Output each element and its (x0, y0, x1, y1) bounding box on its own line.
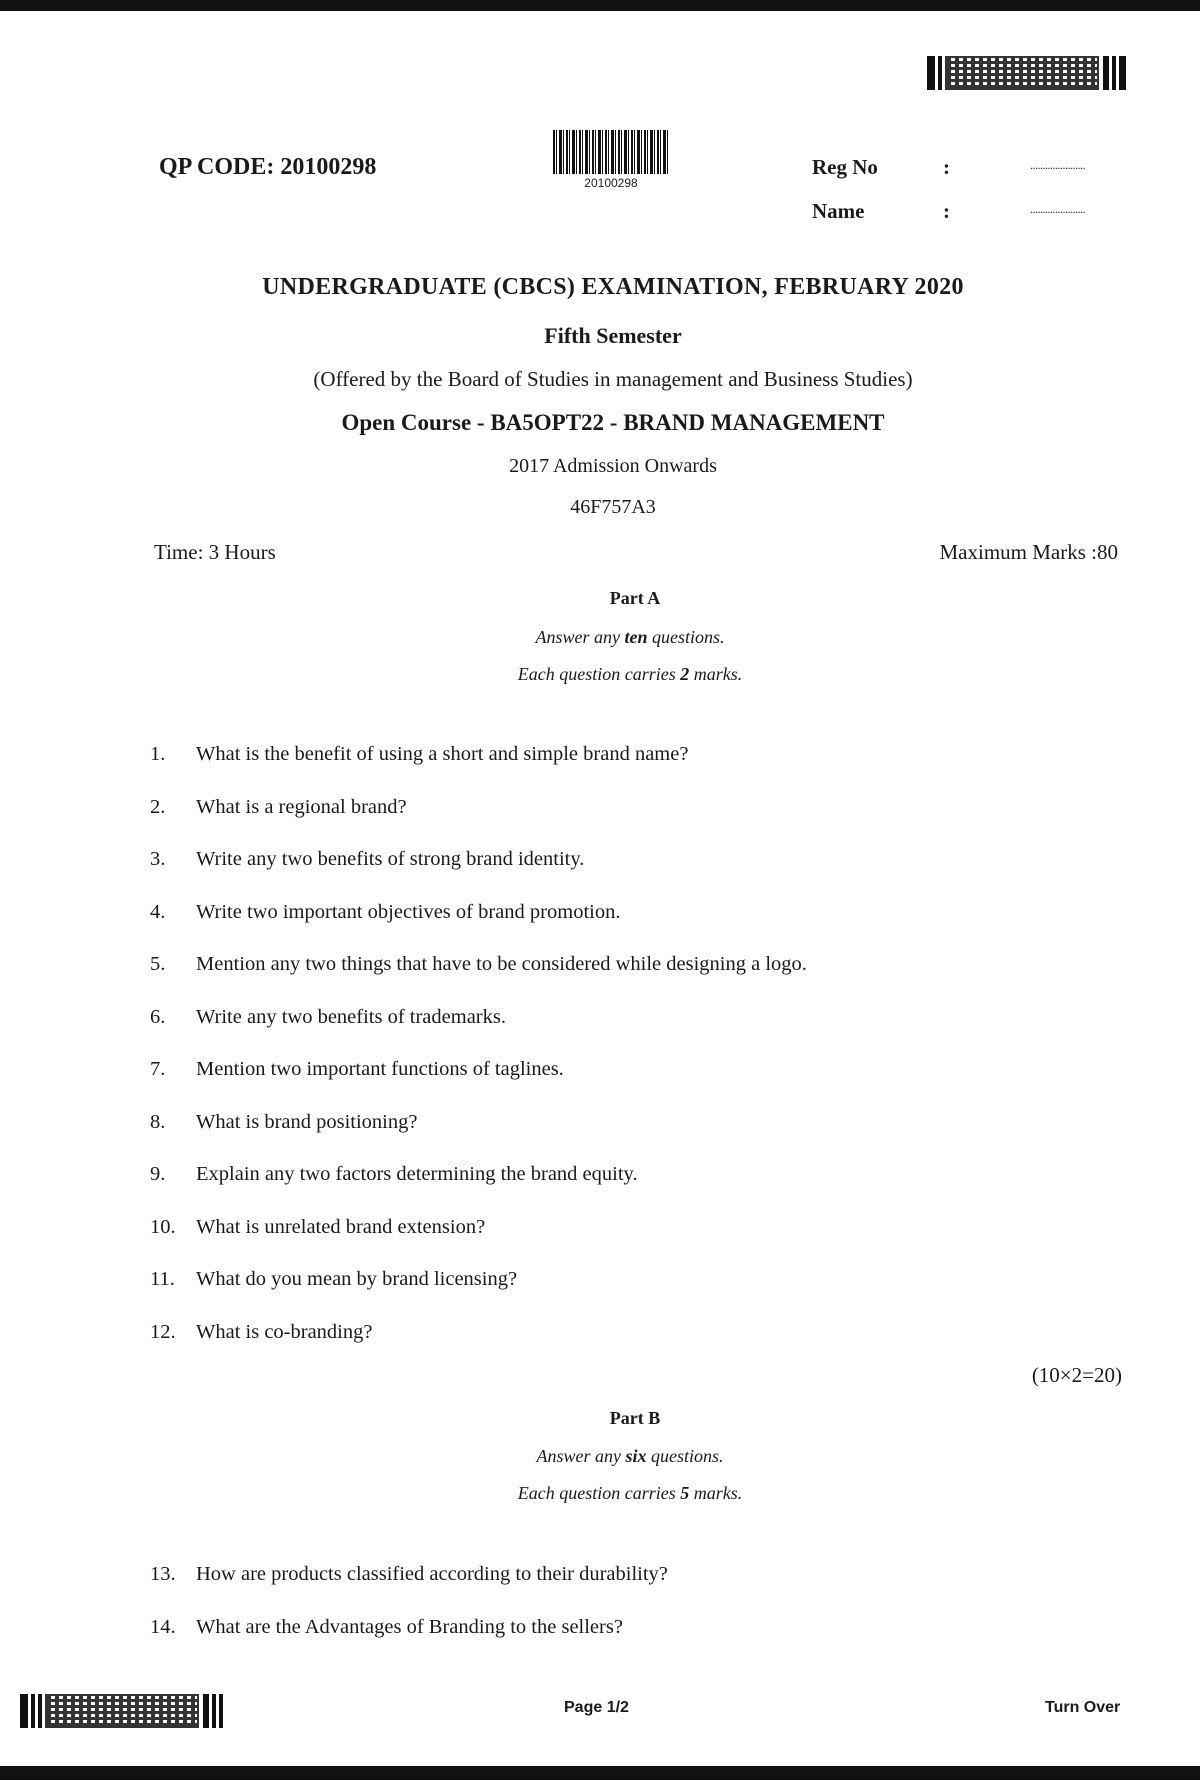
top-border (0, 0, 1200, 11)
admission: 2017 Admission Onwards (509, 455, 717, 477)
name-label: Name (812, 199, 865, 223)
part-b-instruction-1: Answer any six questions. (536, 1446, 724, 1466)
matrix-code-bottom (20, 1694, 232, 1728)
part-a-score: (10×2=20) (1031, 1363, 1122, 1387)
page-number: Page 1/2 (564, 1699, 629, 1716)
turn-over: Turn Over (1045, 1699, 1121, 1716)
reg-no-field: ...................... (1030, 158, 1085, 172)
semester: Fifth Semester (544, 323, 682, 348)
part-a-title: Part A (609, 588, 661, 608)
bottom-border (0, 1766, 1200, 1780)
barcode-number: 20100298 (584, 176, 638, 190)
paper-code: 46F757A3 (570, 496, 656, 518)
offered-by: (Offered by the Board of Studies in management and Business Studies) (313, 367, 913, 391)
matrix-code-top (927, 56, 1139, 90)
exam-title: UNDERGRADUATE (CBCS) EXAMINATION, FEBRUARY 2020 (262, 274, 964, 300)
part-b-title: Part B (609, 1408, 661, 1428)
reg-no-colon: : (943, 155, 950, 179)
name-field: ...................... (1030, 202, 1085, 216)
maximum-marks: Maximum Marks :80 (939, 540, 1118, 564)
course-title: Open Course - BA5OPT22 - BRAND MANAGEMENT (341, 410, 885, 435)
part-a-instruction-1: Answer any ten questions. (535, 627, 725, 647)
part-a-instruction-2: Each question carries 2 marks. (517, 664, 743, 684)
barcode (553, 130, 669, 174)
qp-code: QP CODE: 20100298 (159, 154, 377, 180)
time-allowed: Time: 3 Hours (154, 540, 276, 564)
reg-no-label: Reg No (812, 155, 878, 179)
name-colon: : (943, 199, 950, 223)
part-b-instruction-2: Each question carries 5 marks. (517, 1483, 743, 1503)
